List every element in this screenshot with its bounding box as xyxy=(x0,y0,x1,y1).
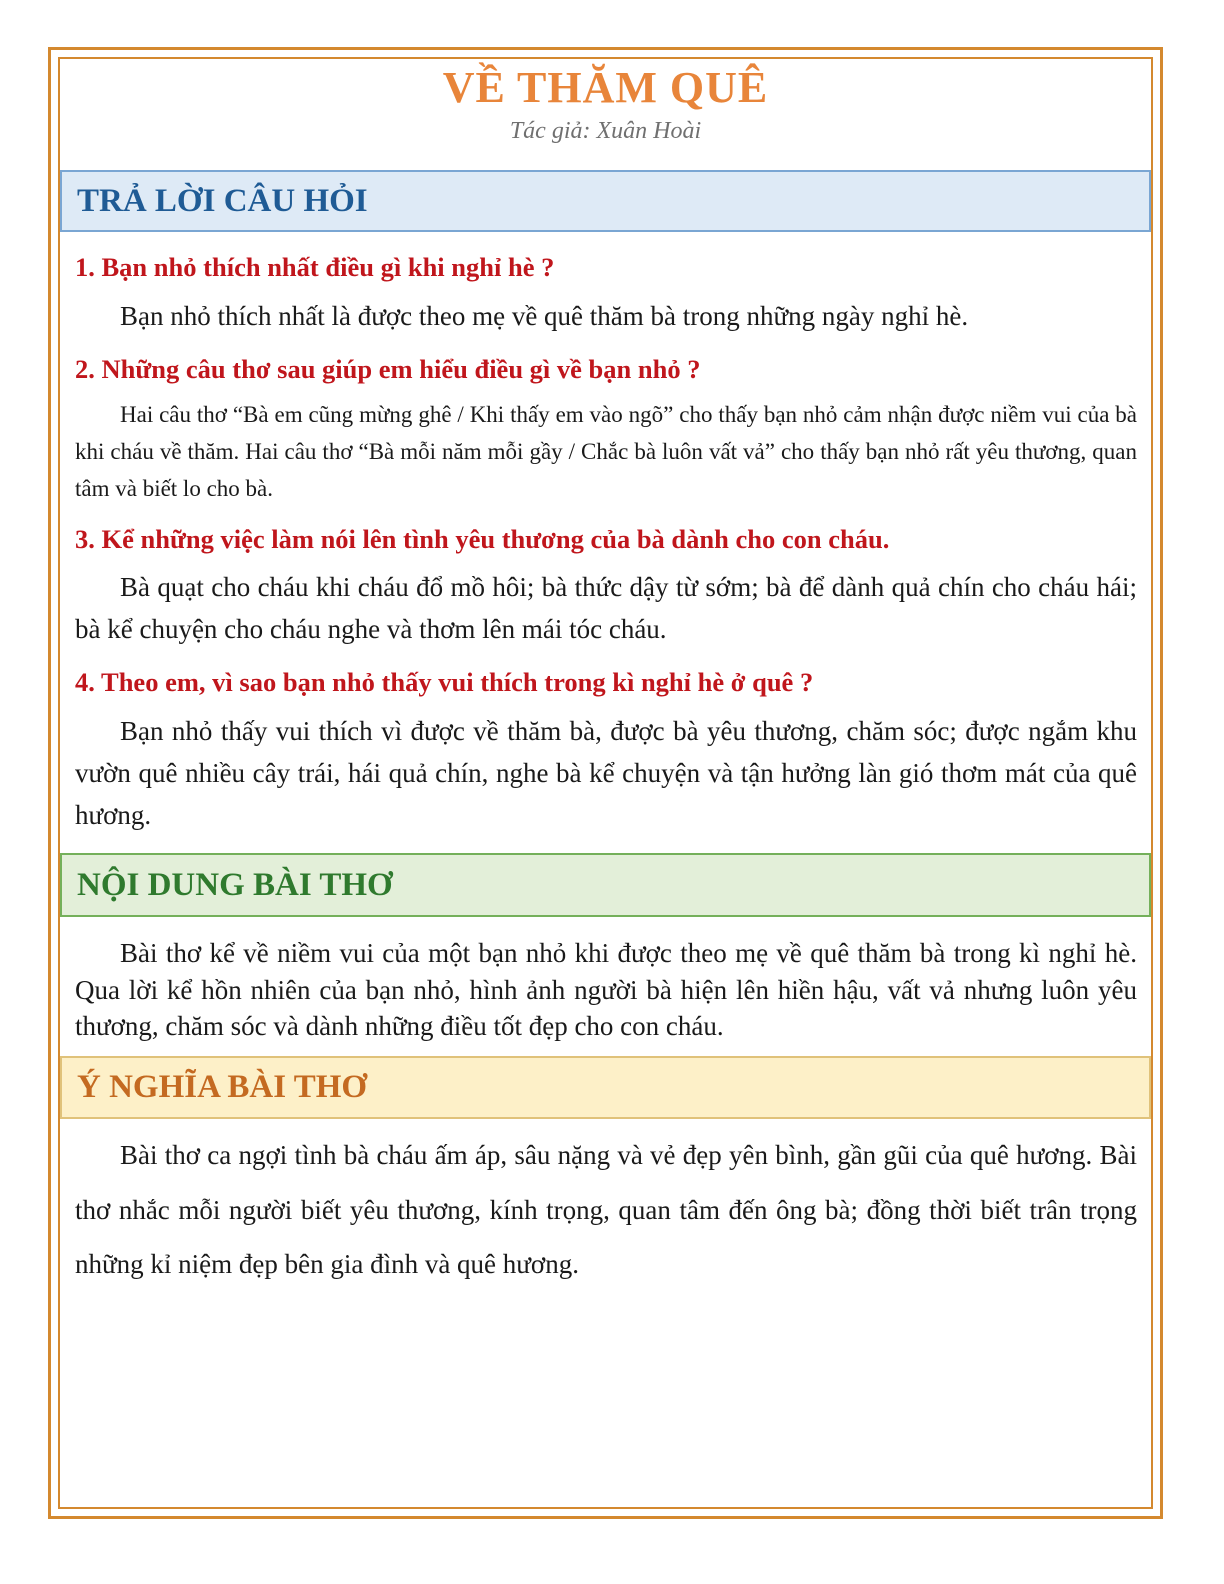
content-paragraph: Bài thơ kể về niềm vui của một bạn nhỏ khi được theo mẹ về quê thăm bà trong kì nghỉ hè. Qua lời kể hồn nhiên của bạn nhỏ, hình ảnh người bà hiện lên hiền hậu, vất vả nhưng luôn yêu thương, chăm sóc và dành những điều tốt đẹp cho con cháu. xyxy=(75,938,1137,1041)
question-2: 2. Những câu thơ sau giúp em hiểu điều gì về bạn nhỏ ? xyxy=(75,354,701,384)
section-heading-meaning: Ý NGHĨA BÀI THƠ xyxy=(60,1056,1151,1119)
author-line: Tác giả: Xuân Hoài xyxy=(509,118,702,144)
answer-2: Hai câu thơ “Bà em cũng mừng ghê / Khi thấy em vào ngõ” cho thấy bạn nhỏ cảm nhận được niềm vui của bà khi cháu về thăm. Hai câu thơ “Bà mỗi năm mỗi gầy / Chắc bà luôn vất vả” cho thấy bạn nhỏ rất yêu thương, quan tâm và biết lo cho bà. xyxy=(75,402,1137,501)
question-1: 1. Bạn nhỏ thích nhất điều gì khi nghỉ hè ? xyxy=(75,252,555,282)
question-3: 3. Kể những việc làm nói lên tình yêu thương của bà dành cho con cháu. xyxy=(75,524,890,554)
meaning-paragraph: Bài thơ ca ngợi tình bà cháu ấm áp, sâu nặng và vẻ đẹp yên bình, gần gũi của quê hương. Bài thơ nhắc mỗi người biết yêu thương, kính trọng, quan tâm đến ông bà; đồng thời biết trân trọng những kỉ niệm đẹp bên gia đình và quê hương. xyxy=(75,1140,1137,1279)
section-heading-answers: TRẢ LỜI CÂU HỎI xyxy=(60,170,1151,232)
question-4: 4. Theo em, vì sao bạn nhỏ thấy vui thích trong kì nghỉ hè ở quê ? xyxy=(75,667,814,697)
answer-1: Bạn nhỏ thích nhất là được theo mẹ về quê thăm bà trong những ngày nghỉ hè. xyxy=(120,301,969,331)
answer-3: Bà quạt cho cháu khi cháu đổ mồ hôi; bà thức dậy từ sớm; bà để dành quả chín cho cháu hái; bà kể chuyện cho cháu nghe và thơm lên mái tóc cháu. xyxy=(75,572,1137,644)
section-heading-content: NỘI DUNG BÀI THƠ xyxy=(60,853,1151,917)
page-title: VỀ THĂM QUÊ xyxy=(442,63,769,112)
answer-4: Bạn nhỏ thấy vui thích vì được về thăm bà, được bà yêu thương, chăm sóc; được ngắm khu vườn quê nhiều cây trái, hái quả chín, nghe bà kể chuyện và tận hưởng làn gió thơm mát của quê hương. xyxy=(75,716,1137,830)
